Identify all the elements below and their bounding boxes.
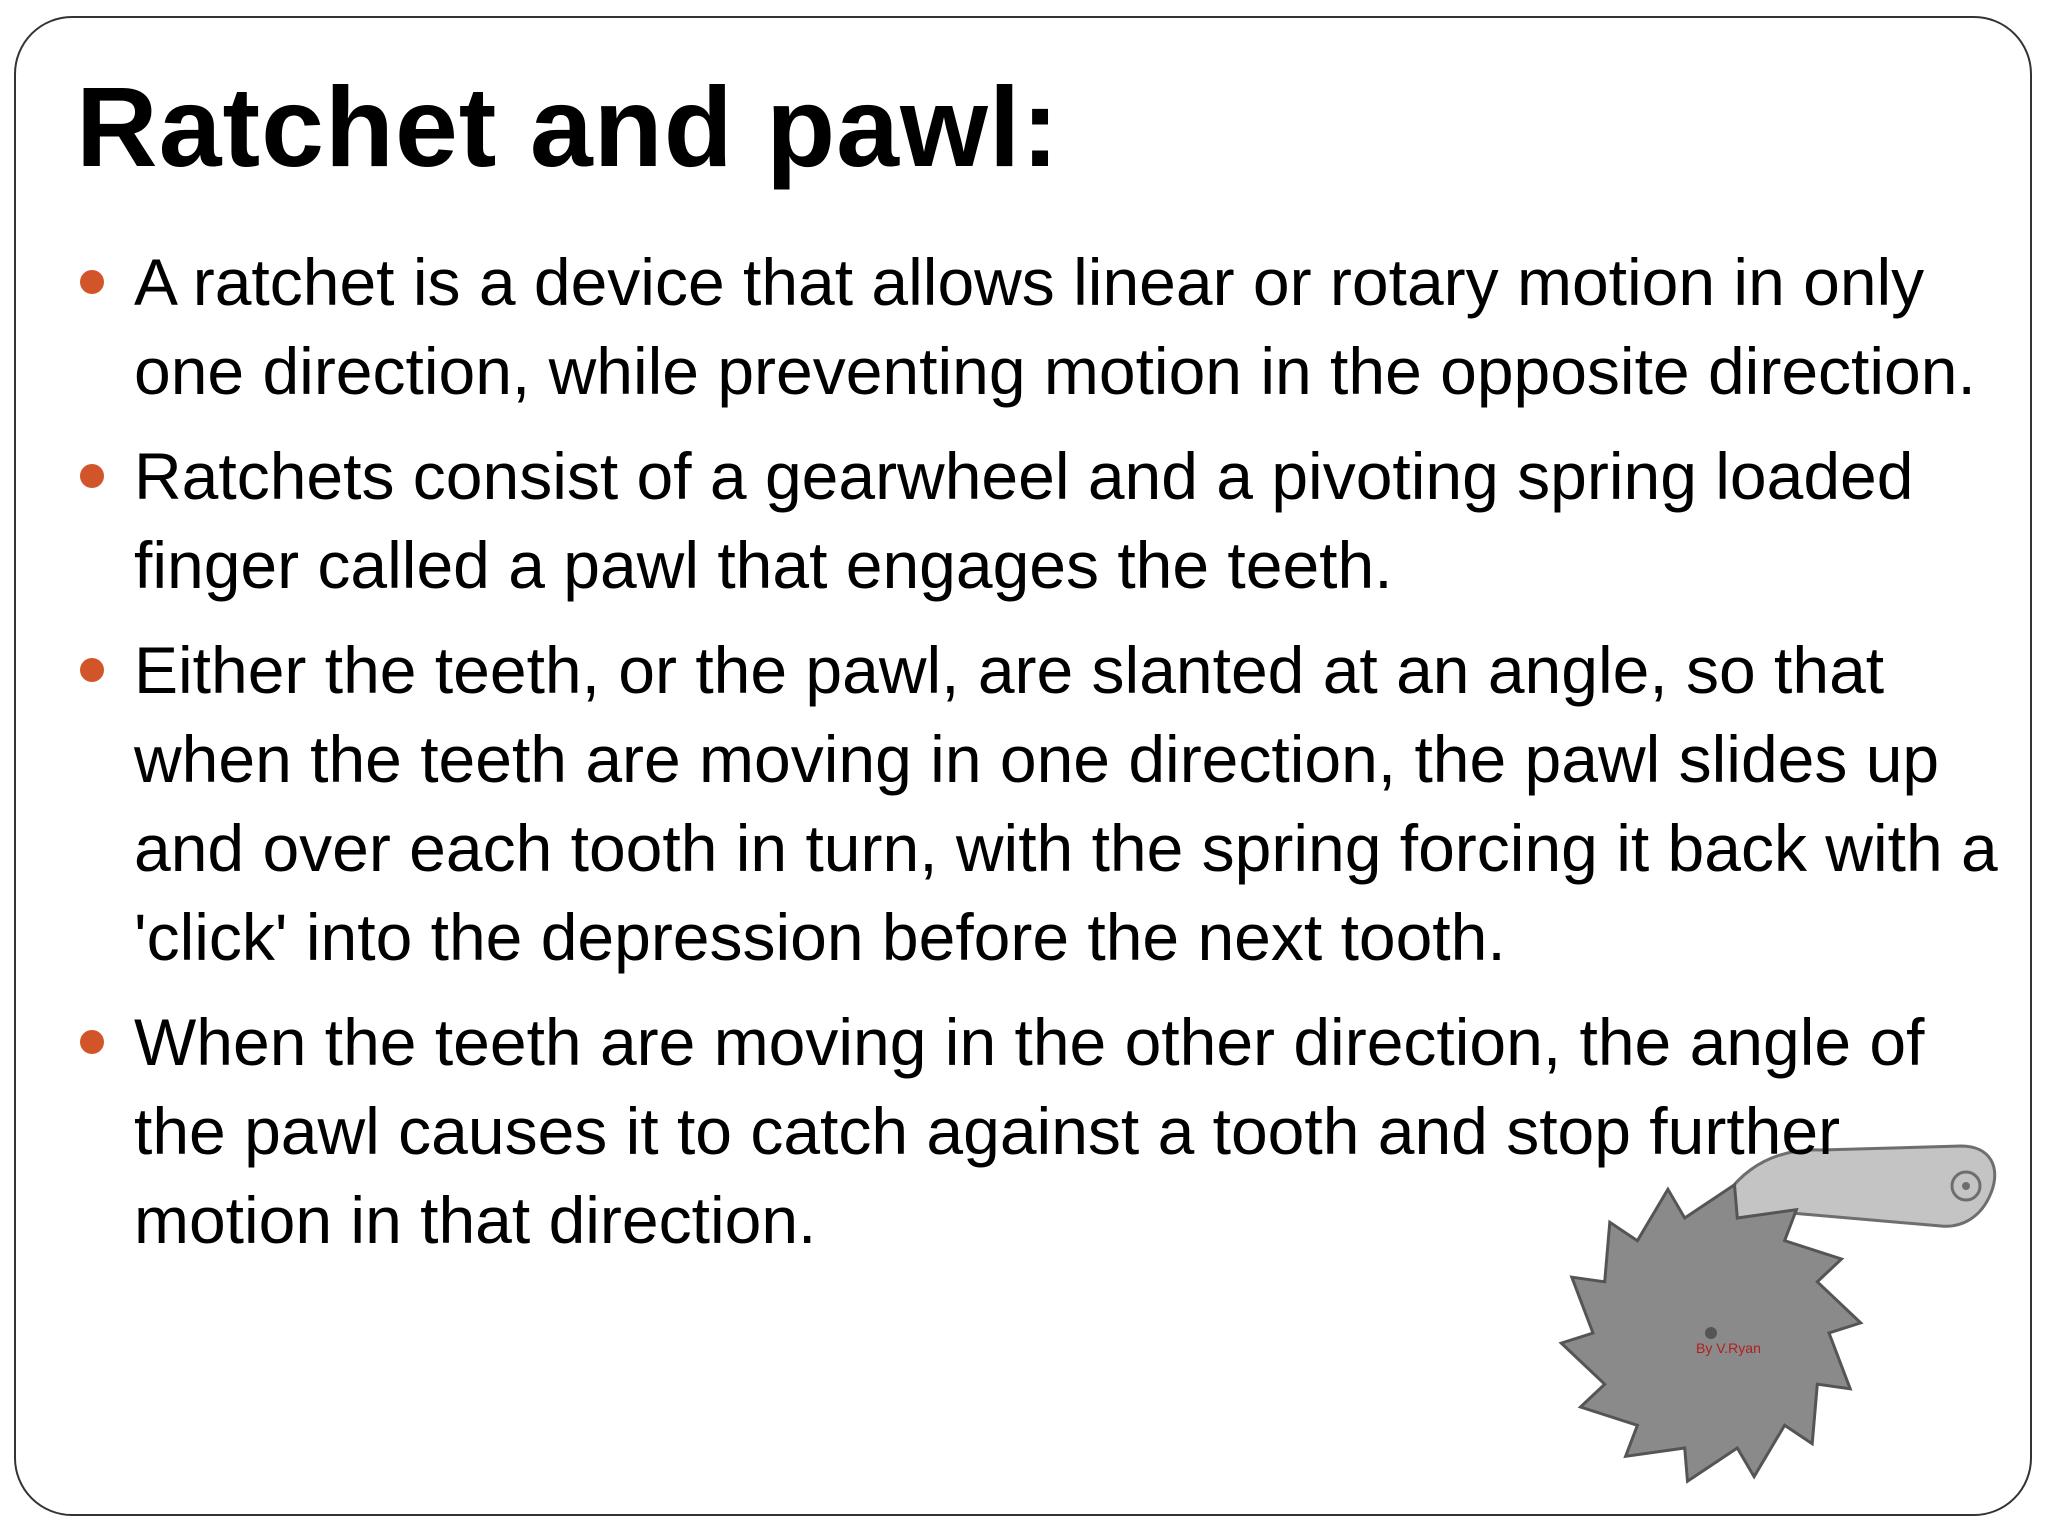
bullet-list (16, 238, 2026, 1281)
bullet-dot-icon (80, 1030, 104, 1054)
bullet-dot-icon (80, 270, 104, 294)
bullet-text: Either the teeth, or the pawl, are slanted at an angle, so that when the teeth are moving in one direction, the pawl slides up and over each tooth in turn, with the spring forcing it back with a 'click' into the depression before the next tooth. (134, 633, 1998, 974)
bullet-item (16, 998, 2026, 1265)
bullet-dot-icon (80, 658, 104, 682)
bullet-text: When the teeth are moving in the other direction, the angle of the pawl causes it to catch against a tooth and stop further motion in that direction. (134, 1005, 1925, 1257)
bullet-text: A ratchet is a device that allows linear or rotary motion in only one direction, while preventing motion in the opposite direction. (134, 245, 1976, 408)
slide-frame (14, 16, 2032, 1516)
bullet-dot-icon (80, 464, 104, 488)
bullet-text: Ratchets consist of a gearwheel and a pivoting spring loaded finger called a pawl that engages the teeth. (134, 439, 1914, 602)
illustration-credit: By V.Ryan (1696, 1340, 1761, 1356)
bullet-item (16, 238, 2026, 416)
bullet-item (16, 626, 2026, 982)
slide-title: Ratchet and pawl: (76, 64, 1060, 190)
bullet-item (16, 432, 2026, 610)
